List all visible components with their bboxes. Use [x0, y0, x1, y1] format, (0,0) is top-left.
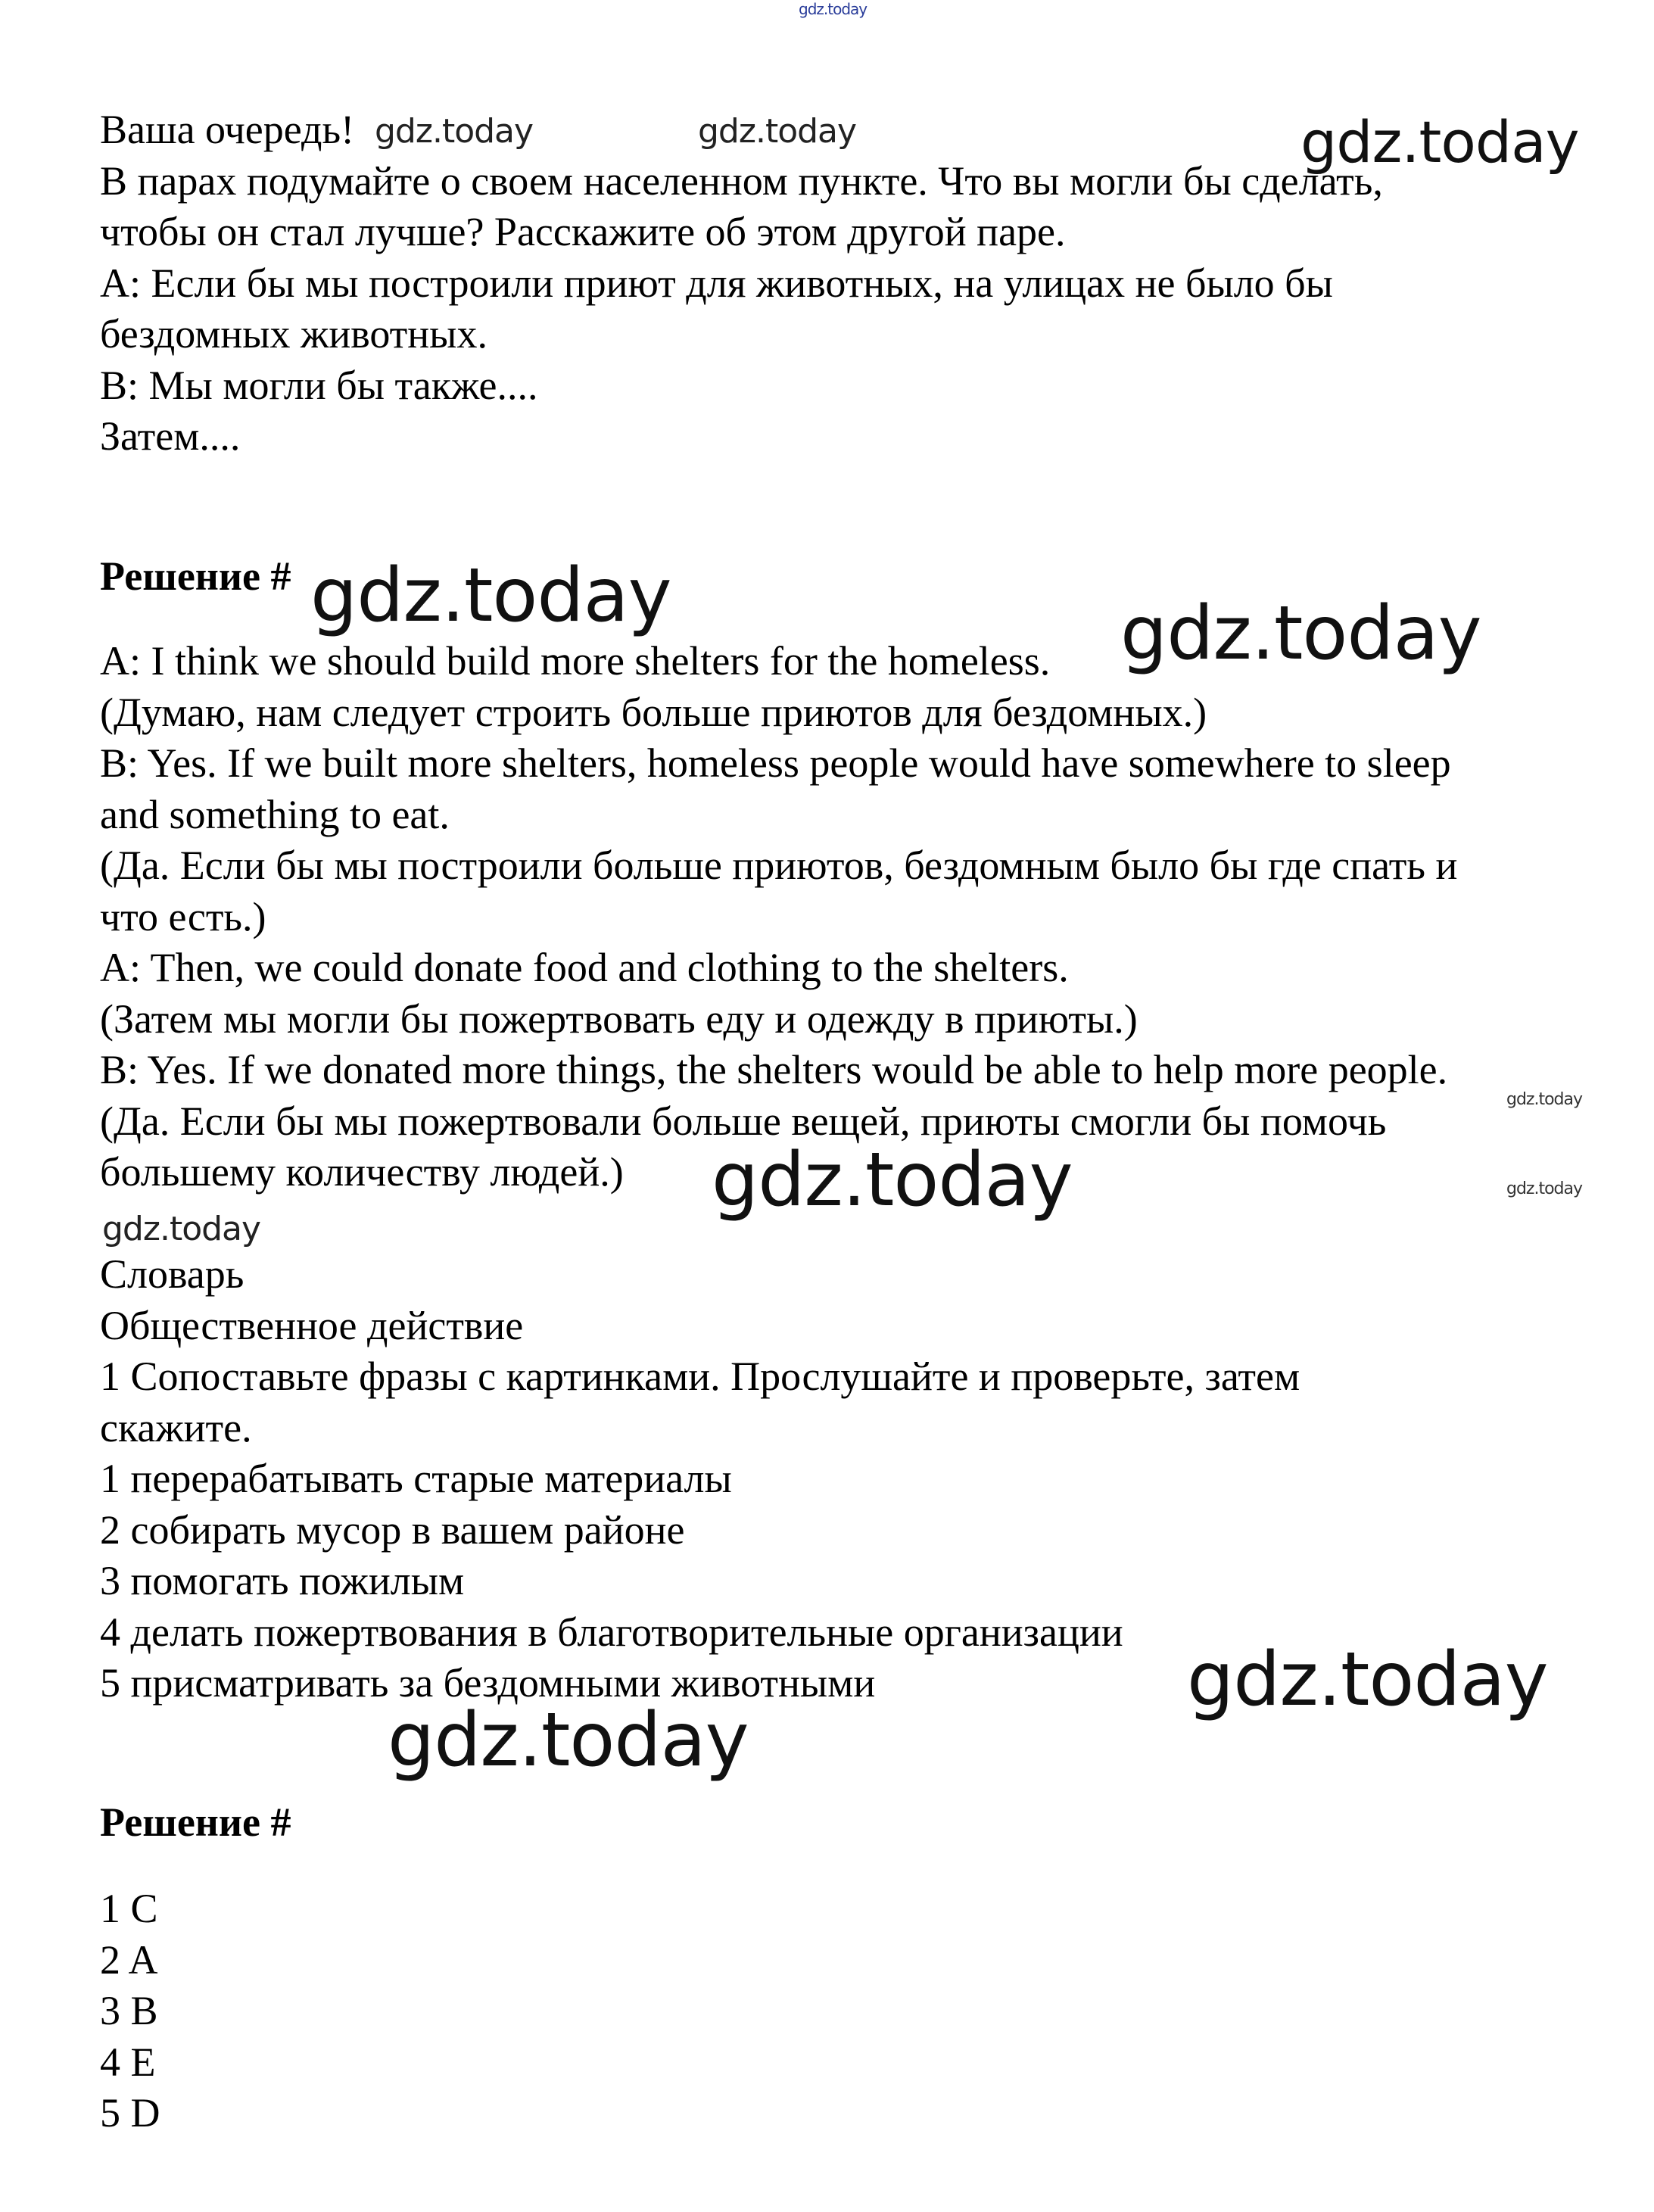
watermark: gdz.today [698, 112, 857, 151]
task1-line: Затем.... [100, 413, 241, 459]
task2-line: Словарь [100, 1251, 245, 1297]
watermark: gdz.today [1187, 1637, 1548, 1723]
solution1-line: B: Yes. If we built more shelters, homeless people would have somewhere to sleep [100, 740, 1451, 786]
watermark: gdz.today [375, 112, 534, 151]
solution1-line: что есть.) [100, 893, 266, 939]
answer-item: 3 B [100, 1988, 158, 2033]
task2-line: 2 собирать мусор в вашем районе [100, 1506, 685, 1553]
watermark: gdz.today [1300, 108, 1579, 176]
watermark: gdz.today [388, 1697, 749, 1784]
solution1-line: A: I think we should build more shelters for the homeless. [100, 638, 1051, 684]
answer-item: 4 E [100, 2039, 156, 2085]
watermark: gdz.today [712, 1137, 1073, 1223]
answer-item: 5 D [100, 2090, 160, 2136]
answer-item: 1 C [100, 1886, 158, 1931]
solution1-line: and something to eat. [100, 791, 450, 837]
task2-line: 4 делать пожертвования в благотворительные организации [100, 1609, 1123, 1655]
task1-line: B: Мы могли бы также.... [100, 362, 538, 408]
watermark: gdz.today [1506, 1090, 1583, 1109]
solution2-answers [100, 1883, 1599, 2139]
watermark: gdz.today [102, 1210, 261, 1248]
task2-line: 1 перерабатывать старые материалы [100, 1456, 732, 1501]
task2-line: Общественное действие [100, 1302, 524, 1348]
answer-item: 2 A [100, 1936, 158, 1983]
watermark: gdz.today [310, 553, 671, 639]
task2-line: 1 Сопоставьте фразы с картинками. Прослушайте и проверьте, затем [100, 1354, 1300, 1399]
task1-line-title: Ваша очередь! [100, 107, 355, 152]
solution1-line: (Да. Если бы мы построили больше приютов, бездомным было бы где спать и [100, 843, 1458, 888]
watermark: gdz.today [1120, 590, 1481, 677]
solution1-line: (Затем мы могли бы пожертвовать еду и одежду в приюты.) [100, 995, 1138, 1042]
solution1-line: A: Then, we could donate food and clothing to the shelters. [100, 945, 1069, 990]
solution1-line: B: Yes. If we donated more things, the shelters would be able to help more people. [100, 1047, 1448, 1092]
task1-line: A: Если бы мы построили приют для животных, на улицах не было бы [100, 260, 1333, 306]
task2-line: скажите. [100, 1404, 252, 1450]
task1-line: чтобы он стал лучше? Расскажите об этом другой паре. [100, 209, 1066, 254]
solution1-heading: Решение # [100, 553, 291, 599]
solution1-line: (Да. Если бы мы пожертвовали больше вещей, приюты смогли бы помочь [100, 1098, 1387, 1144]
task1-line: бездомных животных. [100, 311, 487, 357]
solution1-line: большему количеству людей.) [100, 1149, 624, 1195]
task2-line: 3 помогать пожилым [100, 1558, 465, 1603]
solution1-line: (Думаю, нам следует строить больше приютов для бездомных.) [100, 689, 1207, 735]
solution2-heading: Решение # [100, 1799, 291, 1845]
solution1-text [100, 636, 1599, 1198]
task2-line: 5 присматривать за бездомными животными [100, 1660, 876, 1706]
task1-line: В парах подумайте о своем населенном пункте. Что вы могли бы сделать, [100, 157, 1383, 204]
watermark: gdz.today [1506, 1179, 1583, 1198]
watermark: gdz.today [799, 0, 867, 18]
